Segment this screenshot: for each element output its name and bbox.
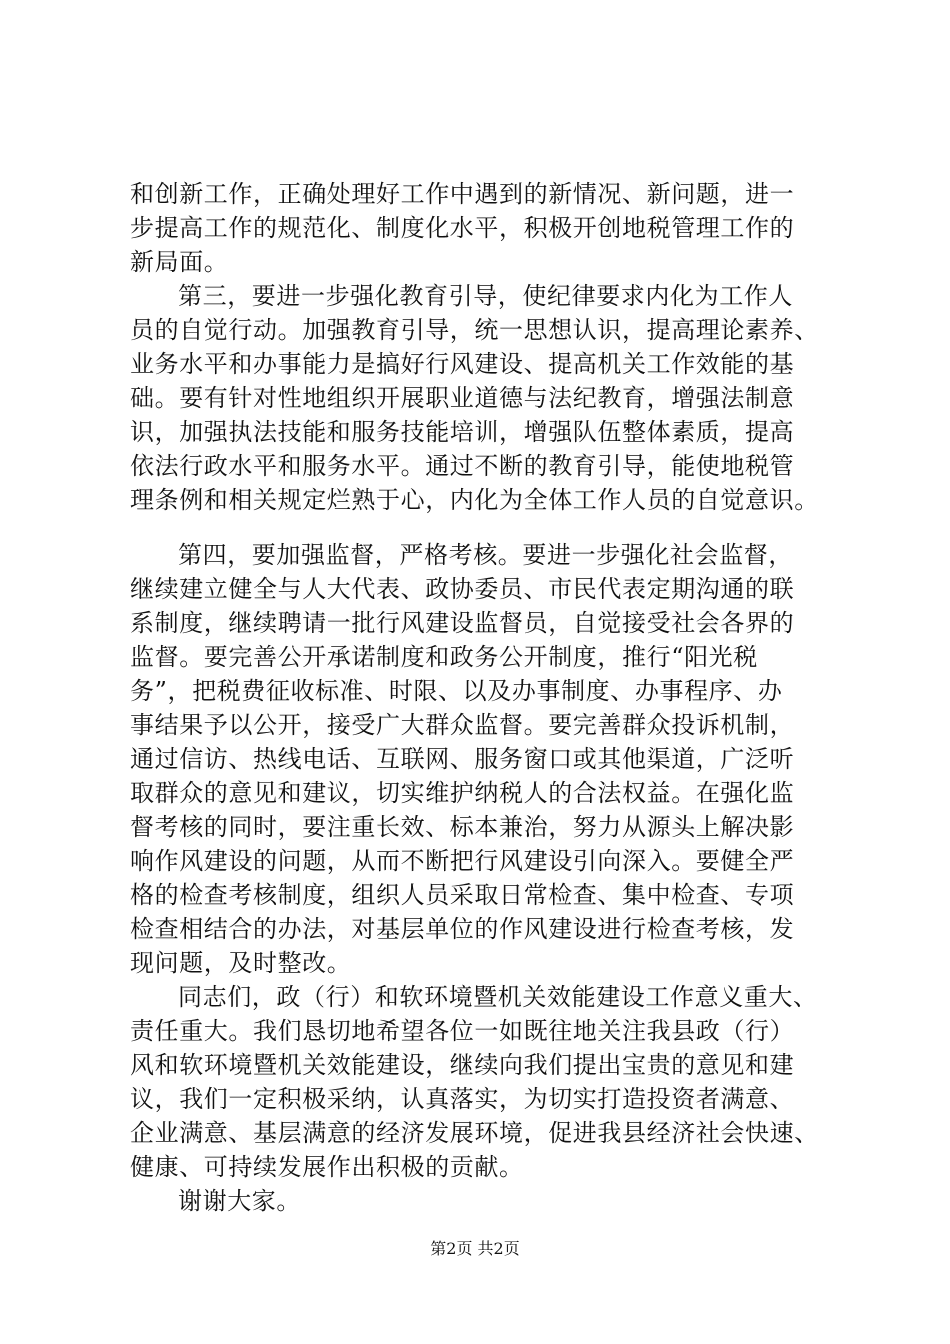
text-line: 识，加强执法技能和服务技能培训，增强队伍整体素质，提高: [130, 418, 795, 446]
text-line: 和创新工作，正确处理好工作中遇到的新情况、新问题，进一: [130, 180, 795, 208]
text-line: 风和软环境暨机关效能建设，继续向我们提出宝贵的意见和建: [130, 1051, 795, 1079]
text-line: 格的检查考核制度，组织人员采取日常检查、集中检查、专项: [130, 881, 795, 909]
text-line: 健康、可持续发展作出积极的贡献。: [130, 1153, 524, 1181]
text-line: 响作风建设的问题，从而不断把行风建设引向深入。要健全严: [130, 847, 795, 875]
text-line: 通过信访、热线电话、互联网、服务窗口或其他渠道，广泛听: [130, 745, 795, 773]
text-line: 事结果予以公开，接受广大群众监督。要完善群众投诉机制，: [130, 711, 795, 739]
text-line: 业务水平和办事能力是搞好行风建设、提高机关工作效能的基: [130, 350, 795, 378]
text-line: 依法行政水平和服务水平。通过不断的教育引导，能使地税管: [130, 452, 795, 480]
text-line: 第四，要加强监督，严格考核。要进一步强化社会监督，: [178, 541, 793, 569]
text-line: 责任重大。我们恳切地希望各位一如既往地关注我县政（行）: [130, 1017, 795, 1045]
text-line: 取群众的意见和建议，切实维护纳税人的合法权益。在强化监: [130, 779, 795, 807]
text-line: 议，我们一定积极采纳，认真落实，为切实打造投资者满意、: [130, 1085, 795, 1113]
text-line: 步提高工作的规范化、制度化水平，积极开创地税管理工作的: [130, 214, 795, 242]
text-line: 理条例和相关规定烂熟于心，内化为全体工作人员的自觉意识。: [130, 486, 819, 514]
text-line: 检查相结合的办法，对基层单位的作风建设进行检查考核，发: [130, 915, 795, 943]
text-line: 谢谢大家。: [178, 1187, 301, 1215]
text-line: 新局面。: [130, 248, 229, 276]
text-line: 继续建立健全与人大代表、政协委员、市民代表定期沟通的联: [130, 575, 795, 603]
text-line: 督考核的同时，要注重长效、标本兼治，努力从源头上解决影: [130, 813, 795, 841]
text-line: 员的自觉行动。加强教育引导，统一思想认识，提高理论素养、: [130, 316, 819, 344]
text-line: 监督。要完善公开承诺制度和政务公开制度，推行“阳光税: [130, 643, 758, 671]
text-line: 同志们，政（行）和软环境暨机关效能建设工作意义重大、: [178, 983, 818, 1011]
page-number: 第2页 共2页: [430, 1239, 520, 1258]
text-line: 系制度，继续聘请一批行风建设监督员，自觉接受社会各界的: [130, 609, 795, 637]
text-line: 第三，要进一步强化教育引导，使纪律要求内化为工作人: [178, 282, 793, 310]
text-line: 础。要有针对性地组织开展职业道德与法纪教育，增强法制意: [130, 384, 795, 412]
text-line: 企业满意、基层满意的经济发展环境，促进我县经济社会快速、: [130, 1119, 819, 1147]
text-line: 务”，把税费征收标准、时限、以及办事制度、办事程序、办: [130, 677, 783, 705]
text-line: 现问题，及时整改。: [130, 949, 352, 977]
